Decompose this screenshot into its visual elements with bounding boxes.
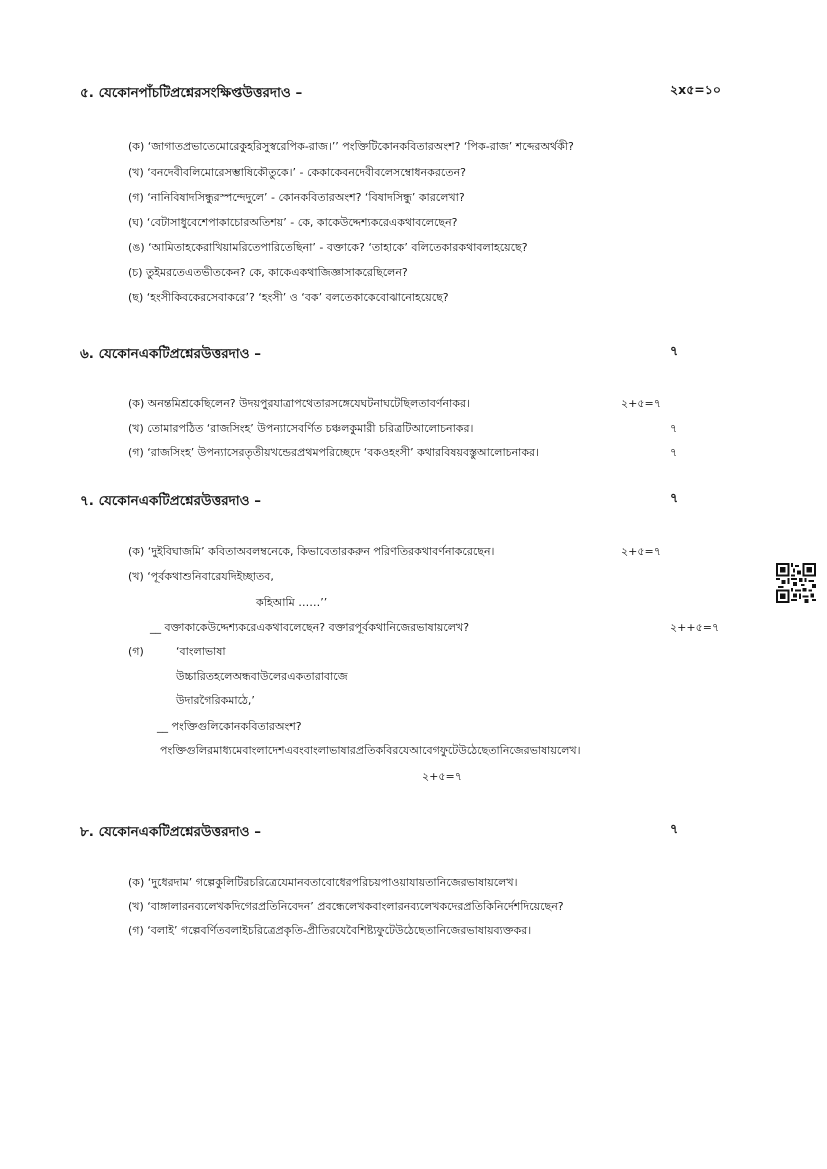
q7-ga-poem-line2: উচ্চারিতহলেঅন্ধবাউলেরএকতারাবাজে [176,670,348,683]
q7-ga-label: (গ) [128,645,144,658]
q7-ga-marks: ২+৫=৭ [422,770,462,783]
q7-ka: (ক) ‘দুইবিঘাজমি’ কবিতাঅবলম্বনেকে, কিভাবেতারকরুন পরিণতিরকথাবর্ণনাকরেছেন। [128,545,495,558]
q5-unga: (ঙ) ‘আমিতাহকেরাখিয়ামরিতেপারিতেছিনা’ - বক্তাকে? ‘তাহাকে’ বলিতেকারকথাবলাহয়েছে? [128,241,528,254]
section-7-heading: ৭. যেকোনএকটিপ্রশ্নেরউত্তরদাও – [80,493,262,509]
section-8-marks: ৭ [670,821,679,836]
q6-ka-marks: ২+৫=৭ [621,397,661,410]
q5-chha: (ছ) ‘হংসীকিবকেরসেবাকরে’? ‘হংসী’ ও ‘বক’ বলতেকাকেবোঝানোহয়েছে? [128,291,449,304]
q7-ga-poem-line3: উদারগৈরিকমাঠে,’ [176,694,255,707]
qr-code-icon [776,563,816,603]
q7-kha-line1: (খ) ‘পূর্বকথাশুনিবারেযদিইচ্ছাতব, [128,570,274,583]
q7-kha-marks: ২++৫=৭ [670,621,720,634]
q5-gha: (ঘ) ‘বেটাসাধুবেশেপাকাচোরঅতিশয়’ - কে, কাকেউদ্দেশ্যকরেএকথাবলেছেন? [128,216,458,229]
q6-ga: (গ) ‘রাজসিংহ’ উপন্যাসেরতৃতীয়খন্ডেরপ্রথমপরিচ্ছেদে ‘বকওহংসী’ কথারবিষয়বস্তুআলোচনাকর। [128,446,540,459]
q5-cha: (চ) তুইমরতেএতভীতকেন? কে, কাকেএকথাজিজ্ঞাসাকরেছিলেন? [128,266,408,279]
q5-ka: (ক) ‘জাগাতপ্রভাতেমোরেকুহরিসুস্বরেপিক-রাজ।’’ পংক্তিটিকোনকবিতারঅংশ? ‘পিক-রাজ’ শব্দেরঅর্থকী? [128,140,574,153]
section-7-marks: ৭ [670,490,679,505]
section-6-heading: ৬. যেকোনএকটিপ্রশ্নেরউত্তরদাও – [80,346,262,362]
q6-kha-marks: ৭ [670,422,678,435]
q6-ka: (ক) অনন্তমিশ্রকেছিলেন? উদয়পুরযাত্রাপথেতারসঙ্গেযেঘটনাঘটেছিলতাবর্ণনাকর। [128,397,470,410]
q7-ka-marks: ২+৫=৭ [621,545,661,558]
q8-ka: (ক) ‘দুধেরদাম’ গল্পেকুলিটিরচরিত্রেযেমানবতাবোধেরপরিচয়পাওয়াযায়তানিজেরভাষায়লেখ। [128,876,518,889]
q7-ga-question1: __ পংক্তিগুলিকোনকবিতারঅংশ? [157,720,302,733]
section-6-marks: ৭ [670,343,679,358]
q5-kha: (খ) ‘বনদেবীবলিমোরেসম্ভাষিকৌতুকে।’ - কেকাকেবনদেবীবলেসম্বোধনকরতেন? [128,166,466,179]
section-5-marks: ২x৫=১০ [670,82,722,97]
section-8-heading: ৮. যেকোনএকটিপ্রশ্নেরউত্তরদাও – [80,824,262,840]
q5-ga: (গ) ‘নানিবিষাদসিন্ধুরস্পন্দেদুলে’ - কোনকবিতারঅংশ? ‘বিষাদসিন্ধু’ কারলেখা? [128,191,465,204]
q7-kha-question: __ বক্তাকাকেউদ্দেশ্যকরেএকথাবলেছেন? বক্তারপূর্বকথানিজেরভাষায়লেখ? [150,621,470,634]
q8-ga: (গ) ‘বলাই’ গল্পেবর্ণিতবলাইচরিত্রেপ্রকৃতি-প্রীতিরযেবৈশিষ্ট্যফুটেউঠেছেতানিজেরভাষায়ব্যক্তকর। [128,924,532,937]
q6-ga-marks: ৭ [670,446,678,459]
q6-kha: (খ) তোমারপঠিত ‘রাজসিংহ’ উপন্যাসেবর্ণিত চঞ্চলকুমারী চরিত্রটিআলোচনাকর। [128,422,474,435]
section-5-heading: ৫. যেকোনপাঁচটিপ্রশ্নেরসংক্ষিপ্তউত্তরদাও – [80,85,303,101]
q7-ga-question2: পংক্তিগুলিরমাধ্যমেবাংলাদেশএবংবাংলাভাষারপ্রতিকবিরযেআবেগফুটেউঠেছেতানিজেরভাষায়লেখ। [160,744,581,757]
q8-kha: (খ) ‘বাঙ্গালারনব্যলেখকদিগেরপ্রতিনিবেদন’ প্রবন্ধেলেখকবাংলারনব্যলেখকদেরপ্রতিকিনির্দেশদিয়েছেন? [128,900,564,913]
q7-kha-line2: কহিআমি ……’’ [256,596,328,609]
q7-ga-poem-line1: ‘বাংলাভাষা [176,645,226,658]
